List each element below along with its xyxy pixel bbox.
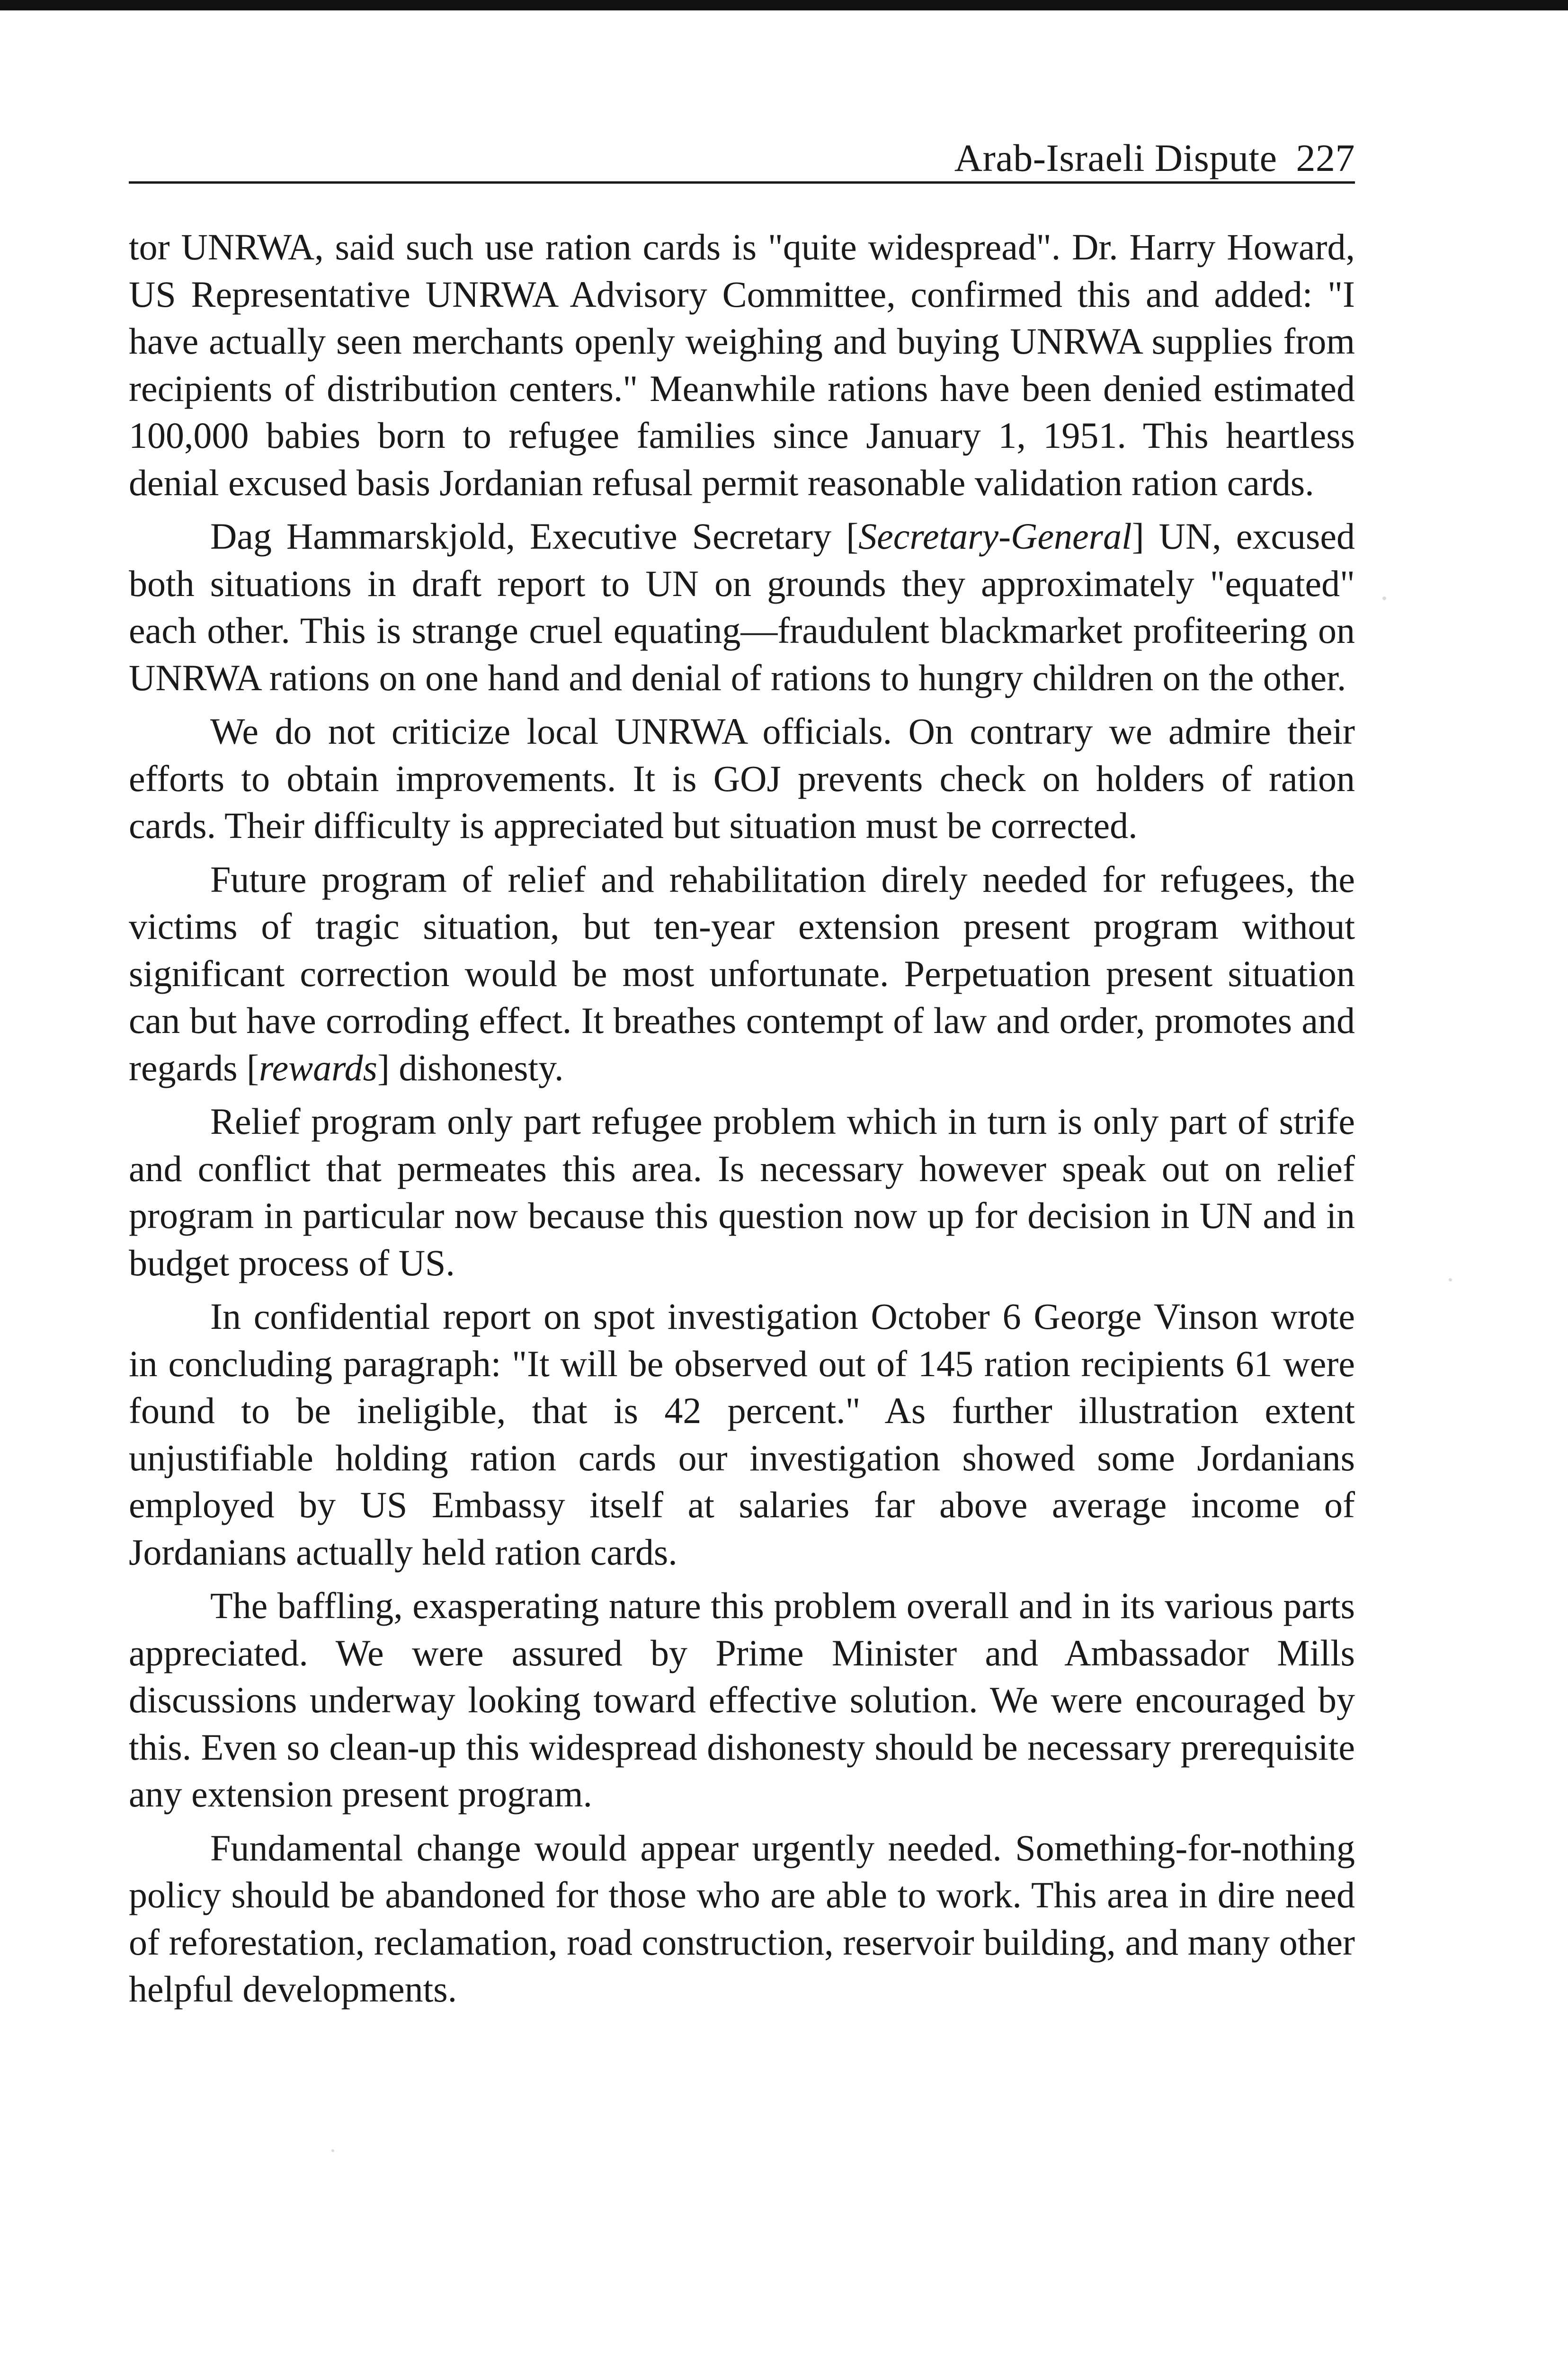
paragraph-5: Relief program only part refugee problem which in turn is only part of strife and conflict that permeates this area. Is necessary however speak out on relief program in particular now because this question now up for decision in UN and in budget process of US. <box>129 1101 1355 1283</box>
paragraph-1: tor UNRWA, said such use ration cards is "quite widespread". Dr. Harry Howard, US Representative UNRWA Advisory Committee, confirmed this and added: "I have actually seen merchants openly weighing and buying UNRWA supplies from recipients of distribution centers." Meanwhile rations have been denied estimated 100,000 babies born to refugee families since January 1, 1951. This heartless denial excused basis Jordanian refusal permit reasonable validation ration cards. <box>129 226 1355 503</box>
scan-speck <box>331 2149 334 2152</box>
scan-speck <box>1382 596 1386 600</box>
scan-speck <box>1449 1278 1452 1281</box>
paragraph-8: Fundamental change would appear urgently needed. Something-for-nothing policy should be abandoned for those who are able to work. This area in dire need of reforestation, reclamation, road construction, reservoir building, and many other helpful developments. <box>129 1827 1355 2010</box>
running-title: Arab-Israeli Dispute <box>954 136 1277 179</box>
paragraph-4-text-after: ] dishonesty. <box>377 1047 564 1088</box>
running-title-line <box>954 136 1355 179</box>
paragraph-6: In confidential report on spot investigation October 6 George Vinson wrote in concluding paragraph: "It will be observed out of 145 ration recipients 61 were found to be ineligible, that is 42 percent." As further illustration extent unjustifiable holding ration cards our investigation showed some Jordanians employed by US Embassy itself at salaries far above average income of Jordanians actually held ration cards. <box>129 1296 1355 1573</box>
paragraph-2-text-before: Dag Hammarskjold, Executive Secretary [ <box>210 516 859 557</box>
top-edge-rule <box>0 0 1568 10</box>
page-number: 227 <box>1296 136 1355 179</box>
paragraph-4 <box>129 856 1355 1092</box>
paragraph-2-italic: Secretary-General <box>858 516 1132 557</box>
paragraph-2-text-after: ] UN, excused both situations in draft report to UN on grounds they approximately "equated" each other. This is strange cruel equating—fraudulent blackmarket profiteering on UNRWA rations on one hand and denial of rations to hungry children on the other. <box>129 516 1355 698</box>
paragraph-7: The baffling, exasperating nature this problem overall and in its various parts appreciated. We were assured by Prime Minister and Ambassador Mills discussions underway looking toward effective solution. We were encouraged by this. Even so clean-up this widespread dishonesty should be necessary prerequisite any extension present program. <box>129 1585 1355 1815</box>
running-header <box>129 127 1355 184</box>
paragraph-3: We do not criticize local UNRWA officials. On contrary we admire their efforts to obtain improvements. It is GOJ prevents check on holders of ration cards. Their difficulty is appreciated but situation must be corrected. <box>129 711 1355 846</box>
paragraph-2 <box>129 513 1355 701</box>
paragraph-4-italic: rewards <box>259 1047 377 1088</box>
paragraph-4-text-before: Future program of relief and rehabilitation direly needed for refugees, the victims of tragic situation, but ten-year extension present program without significant correction would be most unfortunate. Perpetuation present situation can but have corroding effect. It breathes contempt of law and order, promotes and regards [ <box>129 858 1355 1088</box>
body-text <box>129 223 1355 2020</box>
